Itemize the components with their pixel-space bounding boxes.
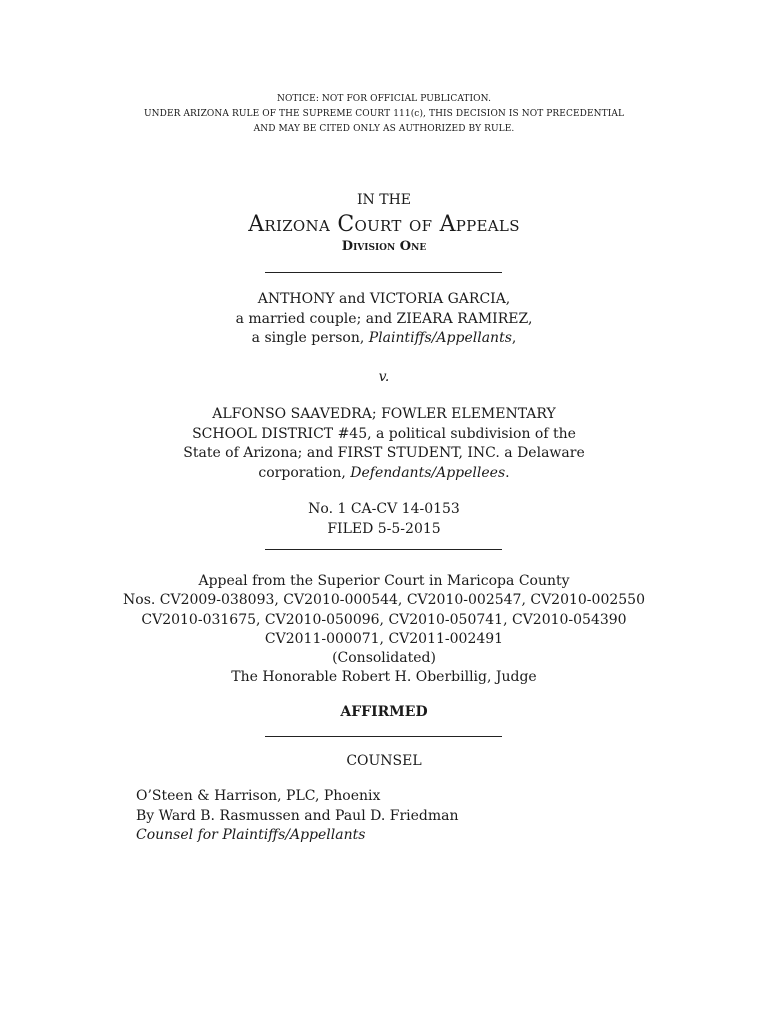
counsel-role <box>136 826 459 846</box>
defendants-line-4 <box>0 464 768 484</box>
counsel-block <box>136 787 459 846</box>
appeal-line-2: Nos. CV2009-038093, CV2010-000544, CV2010-002547, CV2010-002550 <box>123 592 645 609</box>
defendants-block <box>0 405 768 483</box>
counsel-firm: O’Steen & Harrison, PLC, Phoenix <box>136 788 381 804</box>
appeal-line-3: CV2010-031675, CV2010-050096, CV2010-050741, CV2010-054390 <box>141 611 627 628</box>
plaintiffs-line-3 <box>0 329 768 349</box>
divider-line <box>265 272 502 273</box>
defendants-line-4-text: corporation, <box>258 464 351 481</box>
notice-line-2: UNDER ARIZONA RULE OF THE SUPREME COURT 111(c), THIS DECISION IS NOT PRECEDENTIAL <box>143 109 625 119</box>
plaintiffs-line-1: ANTHONY and VICTORIA GARCIA, <box>257 291 511 307</box>
plaintiffs-role: Plaintiffs/Appellants <box>368 330 512 346</box>
case-number: No. 1 CA-CV 14-0153 <box>308 501 460 517</box>
plaintiffs-line-3-end: , <box>511 330 517 346</box>
appeal-line-5: (Consolidated) <box>332 650 436 667</box>
divider-line <box>265 736 502 737</box>
division-name: Division One <box>341 239 427 254</box>
defendants-role: Defendants/Appellees <box>350 464 506 481</box>
defendants-line-2: SCHOOL DISTRICT #45, a political subdivision of the <box>192 425 576 442</box>
defendants-line-4-end: . <box>505 464 510 481</box>
plaintiffs-line-3-text: a single person, <box>251 330 369 346</box>
disposition: AFFIRMED <box>340 704 428 720</box>
case-info <box>0 499 768 539</box>
counsel-role-text: Counsel for Plaintiffs/Appellants <box>136 827 366 843</box>
counsel-heading: COUNSEL <box>346 753 422 769</box>
defendants-line-1: ALFONSO SAAVEDRA; FOWLER ELEMENTARY <box>212 406 556 422</box>
notice-line-3: AND MAY BE CITED ONLY AS AUTHORIZED BY RULE. <box>253 124 515 134</box>
filed-date: FILED 5-5-2015 <box>327 521 441 537</box>
divider-line <box>265 549 502 550</box>
appeal-line-1: Appeal from the Superior Court in Maricopa County <box>198 573 570 589</box>
appeal-line-4: CV2011-000071, CV2011-002491 <box>264 630 504 647</box>
publication-notice <box>0 92 768 137</box>
defendants-line-3: State of Arizona; and FIRST STUDENT, INC. a Delaware <box>183 445 585 461</box>
plaintiffs-line-2: a married couple; and ZIEARA RAMIREZ, <box>235 310 533 327</box>
notice-line-1: NOTICE: NOT FOR OFFICIAL PUBLICATION. <box>276 94 492 104</box>
appeal-block <box>0 572 768 688</box>
plaintiffs-block <box>0 290 768 349</box>
versus-marker: v. <box>378 369 390 385</box>
court-name: Arizona Court of Appeals <box>248 212 520 237</box>
counsel-attorneys: By Ward B. Rasmussen and Paul D. Friedman <box>136 807 459 824</box>
in-the-heading: IN THE <box>357 192 411 208</box>
appeal-line-6: The Honorable Robert H. Oberbillig, Judge <box>231 669 537 686</box>
